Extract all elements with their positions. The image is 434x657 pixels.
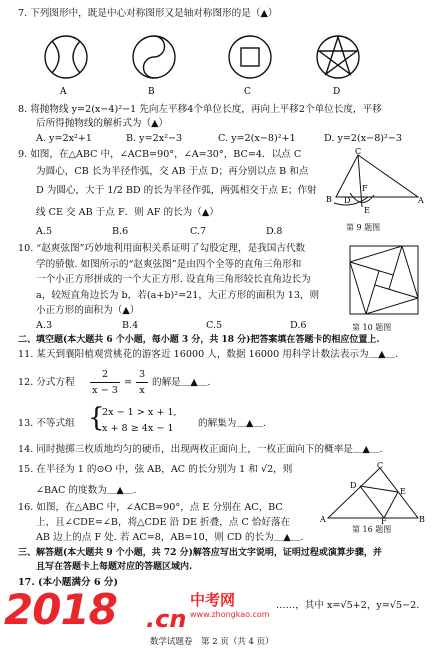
q9-line-3: D 为圆心，大于 1/2 BD 的长为半径作弧，两弧相交于点 E；作射 (36, 185, 317, 196)
q8-option-d: D. y=2(x−8)²−3 (324, 133, 403, 144)
q17-title: 17. (本小题满分 6 分) (18, 577, 119, 588)
q10-line-3: 一个小正方形拼成的一个大正方形. 设直角三角形较长直角边长为 (36, 274, 311, 285)
q7-option-a: A (60, 87, 67, 97)
q9-option-a: A.5 (36, 226, 53, 237)
q7-stem: 7. 下列图形中，既是中心对称图形又是轴对称图形的是（▲） (18, 8, 278, 19)
page-footer: 数学试题卷 第 2 页（共 4 页） (150, 637, 274, 647)
q14: 14. 同时抛掷三枚质地均匀的硬币，出现两枚正面向上，一枚正面向下的概率是＿▲＿. (18, 444, 383, 455)
q16-caption: 第 16 题图 (352, 525, 392, 534)
q16-label-d: D (350, 481, 357, 490)
q9-label-a: A (418, 196, 424, 205)
q13-row-1: 2x − 1 > x + 1, (102, 407, 177, 418)
q16-figure (320, 462, 426, 524)
q16-line-3: AB 边上的点 F 处. 若 AC=8，AB=10，则 CD 的长为＿▲＿. (36, 532, 304, 543)
q8-stem: 8. 将抛物线 y=2(x−4)²−1 先向左平移4个单位长度，再向上平移2个单位长度，平移 (18, 104, 382, 115)
q10-figure (344, 242, 424, 320)
q10-option-d: D.6 (290, 320, 307, 331)
q8-option-a: A. y=2x²+1 (36, 133, 92, 144)
q16-label-b: B (419, 515, 425, 524)
q12-denominator-1: x − 3 (92, 385, 118, 396)
q10-line-1: 10. “赵爽弦图”巧妙地利用面积关系证明了勾股定理，是我国古代数 (18, 243, 306, 254)
q12-numerator-1: 2 (101, 369, 109, 380)
q9-label-f: F (362, 184, 368, 193)
q10-line-2: 学的骄傲. 如图所示的“赵爽弦图”是由四个全等的直角三角形和 (36, 259, 302, 270)
q7-figure-b (133, 36, 175, 78)
q9-line-1: 9. 如图，在△ABC 中，∠ACB=90°，∠A=30°，BC=4．以点 C (18, 149, 302, 160)
section-3-heading-1: 三、解答题(本大题共 9 个小题，共 72 分)解答应写出文字说明，证明过程或演算步骤，并 (18, 548, 382, 558)
q13-row-2: x + 8 ≥ 4x − 1 (102, 423, 174, 434)
q7-figure-d (317, 36, 359, 78)
q9-caption: 第 9 题图 (346, 223, 381, 232)
q13-brace: { (88, 403, 105, 433)
q7-option-d: D (333, 87, 341, 97)
q9-figure (322, 147, 426, 223)
q17-body: ……，其中 x=√5+2，y=√5−2. (276, 600, 420, 611)
watermark-domain: .cn (146, 605, 187, 633)
section-3-heading-2: 且写在答题卡上每题对应的答题区域内. (36, 562, 193, 572)
q7-figure-a (45, 36, 87, 78)
q10-option-c: C.5 (206, 320, 223, 331)
q10-caption: 第 10 题图 (352, 323, 392, 332)
q12-equals: = (124, 377, 133, 388)
q9-label-b: B (326, 195, 332, 204)
q7-figures (44, 22, 384, 100)
q9-label-d: D (344, 196, 351, 205)
q16-label-a: A (320, 515, 326, 524)
q9-option-c: C.7 (190, 226, 207, 237)
q16-label-f: F (381, 517, 387, 524)
q12-fraction-bar-2 (136, 382, 148, 383)
q9-line-2: 为圆心，CB 长为半径作弧，交 AB 于点 D；再分别以点 B 和点 (36, 166, 309, 177)
q15-line-2: ∠BAC 的度数为＿▲＿. (36, 485, 137, 496)
watermark-year: 2018 (4, 585, 117, 634)
q16-label-c: C (377, 462, 384, 470)
watermark-site: 中考网 (190, 591, 236, 609)
q12-prefix: 12. 分式方程 (18, 377, 75, 388)
q16-label-e: E (400, 487, 406, 496)
q15-line-1: 15. 在半径为 1 的⊙O 中，弦 AB，AC 的长分别为 1 和 √2，则 (18, 464, 293, 475)
q9-label-e: E (364, 206, 370, 215)
q12-denominator-2: x (139, 385, 145, 396)
q7-option-b: B (148, 87, 155, 97)
q10-line-4: a，较短直角边长为 b，若(a+b)²=21，大正方形的面积为 13，则 (36, 290, 320, 301)
q10-option-b: B.4 (122, 320, 139, 331)
q10-line-5: 小正方形的面积为（▲） (36, 305, 140, 316)
q8-option-b: B. y=2x²−3 (126, 133, 183, 144)
q12-suffix: 的解是＿▲＿. (152, 377, 211, 388)
q9-option-b: B.6 (112, 226, 129, 237)
section-2-heading: 二、填空题(本大题共 6 个小题，每小题 3 分，共 18 分)把答案填在答题卡的相应位置上. (18, 335, 380, 345)
q7-figure-c (229, 36, 271, 78)
q16-line-2: 上，且∠CDE=∠B，将△CDE 沿 DE 折叠，点 C 恰好落在 (36, 517, 291, 528)
watermark-url: www.zhongkao.com (190, 610, 270, 619)
q9-label-c: C (355, 147, 362, 156)
q8-option-c: C. y=2(x−8)²+1 (218, 133, 296, 144)
q11: 11. 某天到襄阳植观赏桃花的游客近 16000 人，数据 16000 用科学计数法表示为＿▲＿. (18, 349, 399, 360)
q10-option-a: A.3 (36, 320, 53, 331)
q8-stem-2: 后所得抛物线的解析式为（▲） (36, 118, 169, 129)
q9-line-4: 线 CE 交 AB 于点 F．则 AF 的长为（▲） (36, 207, 219, 218)
q12-numerator-2: 3 (138, 369, 146, 380)
q7-option-c: C (244, 87, 251, 97)
q13-prefix: 13. 不等式组 (18, 418, 75, 429)
q13-suffix: 的解集为＿▲＿. (198, 418, 266, 429)
q9-option-d: D.8 (266, 226, 283, 237)
q16-line-1: 16. 如图，在△ABC 中，∠ACB=90°，点 E 分别在 AC，BC (18, 502, 283, 513)
q12-fraction-bar-1 (90, 382, 120, 383)
